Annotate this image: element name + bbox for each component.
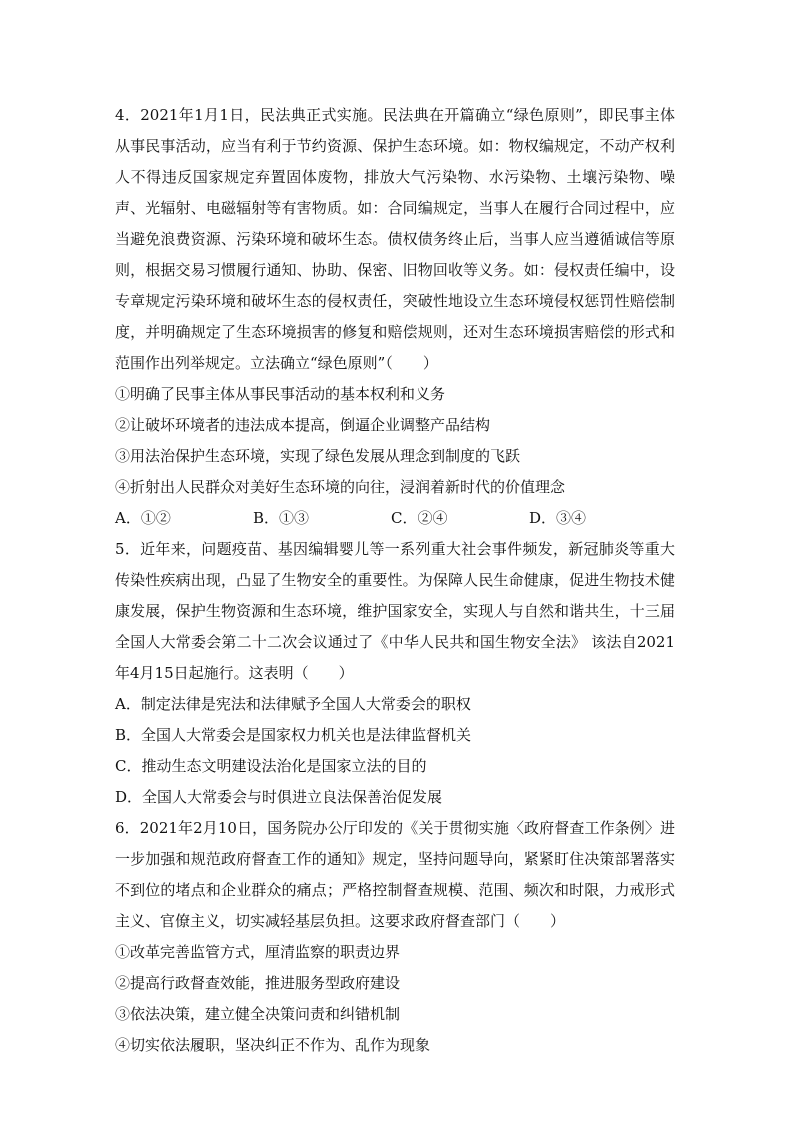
question-4-option-a: A．①② xyxy=(115,509,171,527)
question-4-option-c: C．②④ xyxy=(391,509,448,527)
question-4-stem: 4．2021年1月1日，民法典正式实施。民法典在开篇确立“绿色原则”，即民事主体从事民事活动，应当有利于节约资源、保护生态环境。如：物权编规定，不动产权利人不得违反国家规定弃置固体废物，排放大气污染物、水污染物、土壤污染物、噪声、光辐射、电磁辐射等有害物质。如：合同编规定，当事人在履行合同过程中，应当避免浪费资源、污染环境和破坏生态。债权债务终止后，当事人应当遵循诚信等原则，根据交易习惯履行通知、协助、保密、旧物回收等义务。如：侵权责任编中，设专章规定污染环境和破坏生态的侵权责任，突破性地设立生态环境侵权惩罚性赔偿制度，并明确规定了生态环境损害的修复和赔偿规则，还对生态环境损害赔偿的形式和范围作出列举规定。立法确立“绿色原则”（ ） xyxy=(115,106,675,372)
question-6-item-4: ④切实依法履职，坚决纠正不作为、乱作为现象 xyxy=(115,1036,431,1054)
question-5-option-b: B．全国人大常委会是国家权力机关也是法律监督机关 xyxy=(115,726,472,744)
question-6-stem: 6．2021年2月10日，国务院办公厅印发的《关于贯彻实施〈政府督查工作条例〉进一步加强和规范政府督查工作的通知》规定，坚持问题导向，紧紧盯住决策部署落实不到位的堵点和企业群众的痛点；严格控制督查规模、范围、频次和时限，力戒形式主义、官僚主义，切实减轻基层负担。这要求政府督查部门（ ） xyxy=(115,819,675,930)
question-4-item-4: ④折射出人民群众对美好生态环境的向往，浸润着新时代的价值理念 xyxy=(115,478,566,496)
question-4-option-b: B．①③ xyxy=(253,509,310,527)
question-4-option-d: D．③④ xyxy=(529,509,587,527)
exam-page xyxy=(115,100,675,1061)
question-6-item-2: ②提高行政督查效能，推进服务型政府建设 xyxy=(115,974,401,992)
question-6-item-1: ①改革完善监管方式，厘清监察的职责边界 xyxy=(115,943,401,961)
question-5-option-c: C．推动生态文明建设法治化是国家立法的目的 xyxy=(115,757,427,775)
question-4 xyxy=(115,100,675,534)
question-6 xyxy=(115,813,675,1061)
question-6-item-3: ③依法决策，建立健全决策问责和纠错机制 xyxy=(115,1005,401,1023)
question-5 xyxy=(115,534,675,813)
question-5-stem: 5．近年来，问题疫苗、基因编辑婴儿等一系列重大社会事件频发，新冠肺炎等重大传染性疾病出现，凸显了生物安全的重要性。为保障人民生命健康，促进生物技术健康发展，保护生物资源和生态环境，维护国家安全，实现人与自然和谐共生，十三届全国人大常委会第二十二次会议通过了《中华人民共和国生物安全法》 该法自2021年4月15日起施行。这表明（ ） xyxy=(115,540,675,682)
question-4-item-3: ③用法治保护生态环境，实现了绿色发展从理念到制度的飞跃 xyxy=(115,447,521,465)
question-4-item-1: ①明确了民事主体从事民事活动的基本权利和义务 xyxy=(115,385,446,403)
question-5-option-d: D．全国人大常委会与时俱进立良法保善治促发展 xyxy=(115,788,443,806)
question-4-options xyxy=(115,503,675,534)
question-4-item-2: ②让破坏环境者的违法成本提高，倒逼企业调整产品结构 xyxy=(115,416,491,434)
question-5-option-a: A．制定法律是宪法和法律赋予全国人大常委会的职权 xyxy=(115,695,471,713)
